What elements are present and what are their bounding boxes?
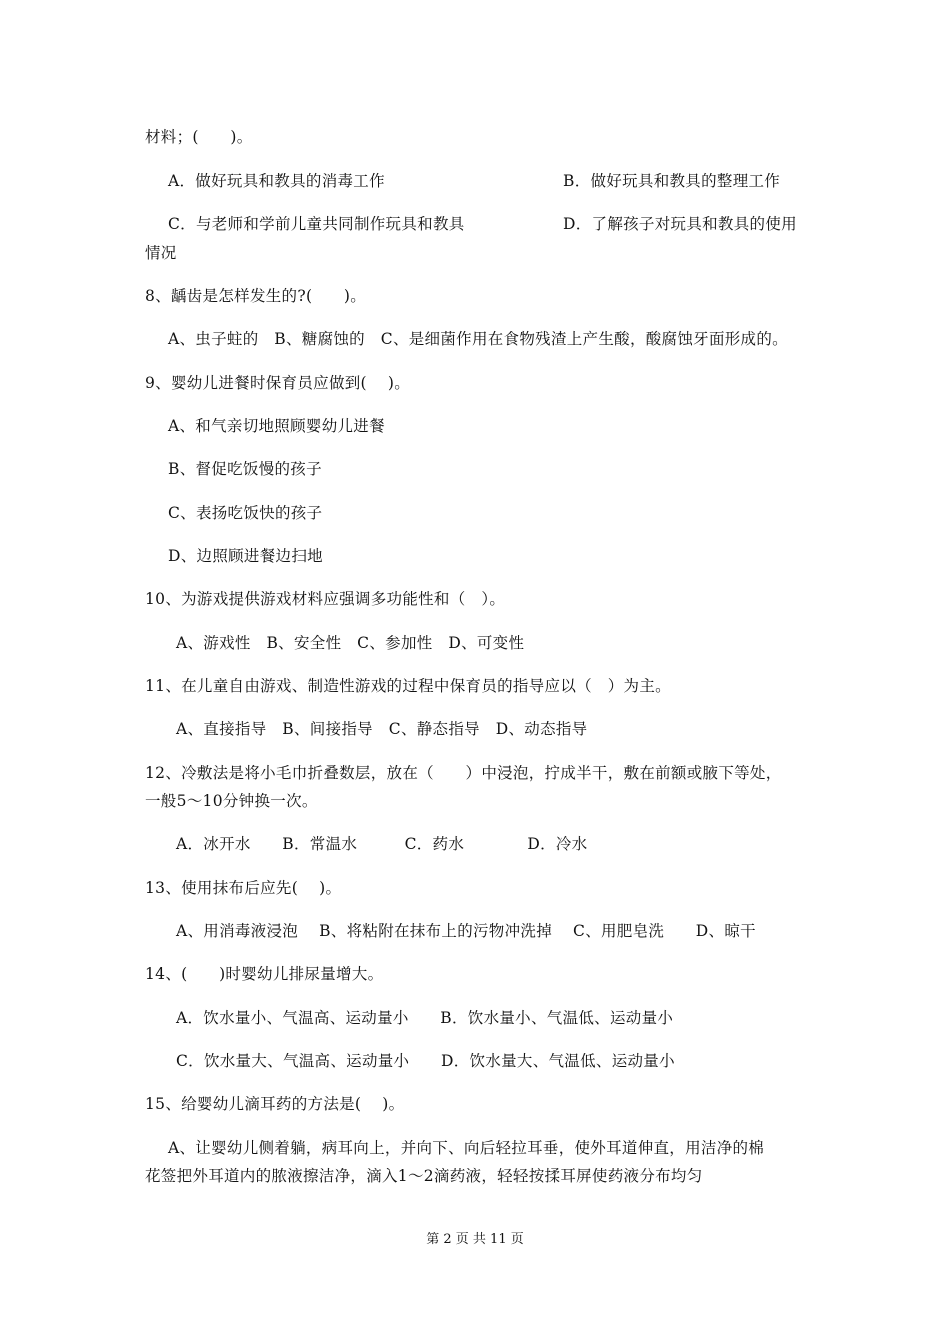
q7-option-d: D．了解孩子对玩具和教具的使用 xyxy=(563,215,797,233)
q10-options: A、游戏性 B、安全性 C、参加性 D、可变性 xyxy=(176,634,525,652)
q8-options: A、虫子蛀的 B、糖腐蚀的 C、是细菌作用在食物残渣上产生酸，酸腐蚀牙面形成的。 xyxy=(168,330,788,348)
page-footer: 第 2 页 共 11 页 xyxy=(426,1232,524,1247)
q14-options-row2: C．饮水量大、气温高、运动量小 D．饮水量大、气温低、运动量小 xyxy=(176,1052,675,1070)
q13-stem: 13、使用抹布后应先( )。 xyxy=(145,879,342,897)
q9-stem: 9、婴幼儿进餐时保育员应做到( )。 xyxy=(145,374,411,392)
q7-option-c: C．与老师和学前儿童共同制作玩具和教具 xyxy=(168,215,465,233)
q14-options-row1: A．饮水量小、气温高、运动量小 B．饮水量小、气温低、运动量小 xyxy=(176,1009,674,1027)
q8-stem: 8、龋齿是怎样发生的?( )。 xyxy=(145,287,367,305)
q7-option-d-continued: 情况 xyxy=(145,244,177,262)
q7-stem-tail: 材料；( )。 xyxy=(145,128,253,146)
q12-stem-line1: 12、冷敷法是将小毛巾折叠数层，放在（ ）中浸泡，拧成半干，敷在前额或腋下等处， xyxy=(145,764,782,782)
q11-stem: 11、在儿童自由游戏、制造性游戏的过程中保育员的指导应以（ ）为主。 xyxy=(145,677,671,695)
q13-options: A、用消毒液浸泡 B、将粘附在抹布上的污物冲洗掉 C、用肥皂洗 D、晾干 xyxy=(176,922,756,940)
q9-option-a: A、和气亲切地照顾婴幼儿进餐 xyxy=(168,417,385,435)
q11-options: A、直接指导 B、间接指导 C、静态指导 D、动态指导 xyxy=(176,720,588,738)
q9-option-c: C、表扬吃饭快的孩子 xyxy=(168,504,323,522)
q15-stem: 15、给婴幼儿滴耳药的方法是( )。 xyxy=(145,1095,405,1113)
q14-stem: 14、( )时婴幼儿排尿量增大。 xyxy=(145,965,384,983)
q10-stem: 10、为游戏提供游戏材料应强调多功能性和（ ）。 xyxy=(145,590,506,608)
q7-option-a: A．做好玩具和教具的消毒工作 xyxy=(168,172,385,190)
q9-option-d: D、边照顾进餐边扫地 xyxy=(168,547,323,565)
q15-option-a-line1: A、让婴幼儿侧着躺，病耳向上，并向下、向后轻拉耳垂，使外耳道伸直，用洁净的棉 xyxy=(168,1139,765,1157)
q7-option-b: B．做好玩具和教具的整理工作 xyxy=(563,172,781,190)
q12-options: A．冰开水 B．常温水 C．药水 D．冷水 xyxy=(176,835,588,853)
q12-stem-line2: 一般5～10分钟换一次。 xyxy=(145,792,318,810)
q15-option-a-line2: 花签把外耳道内的脓液擦洁净，滴入1～2滴药液，轻轻按揉耳屏使药液分布均匀 xyxy=(145,1167,703,1185)
q9-option-b: B、督促吃饭慢的孩子 xyxy=(168,460,322,478)
